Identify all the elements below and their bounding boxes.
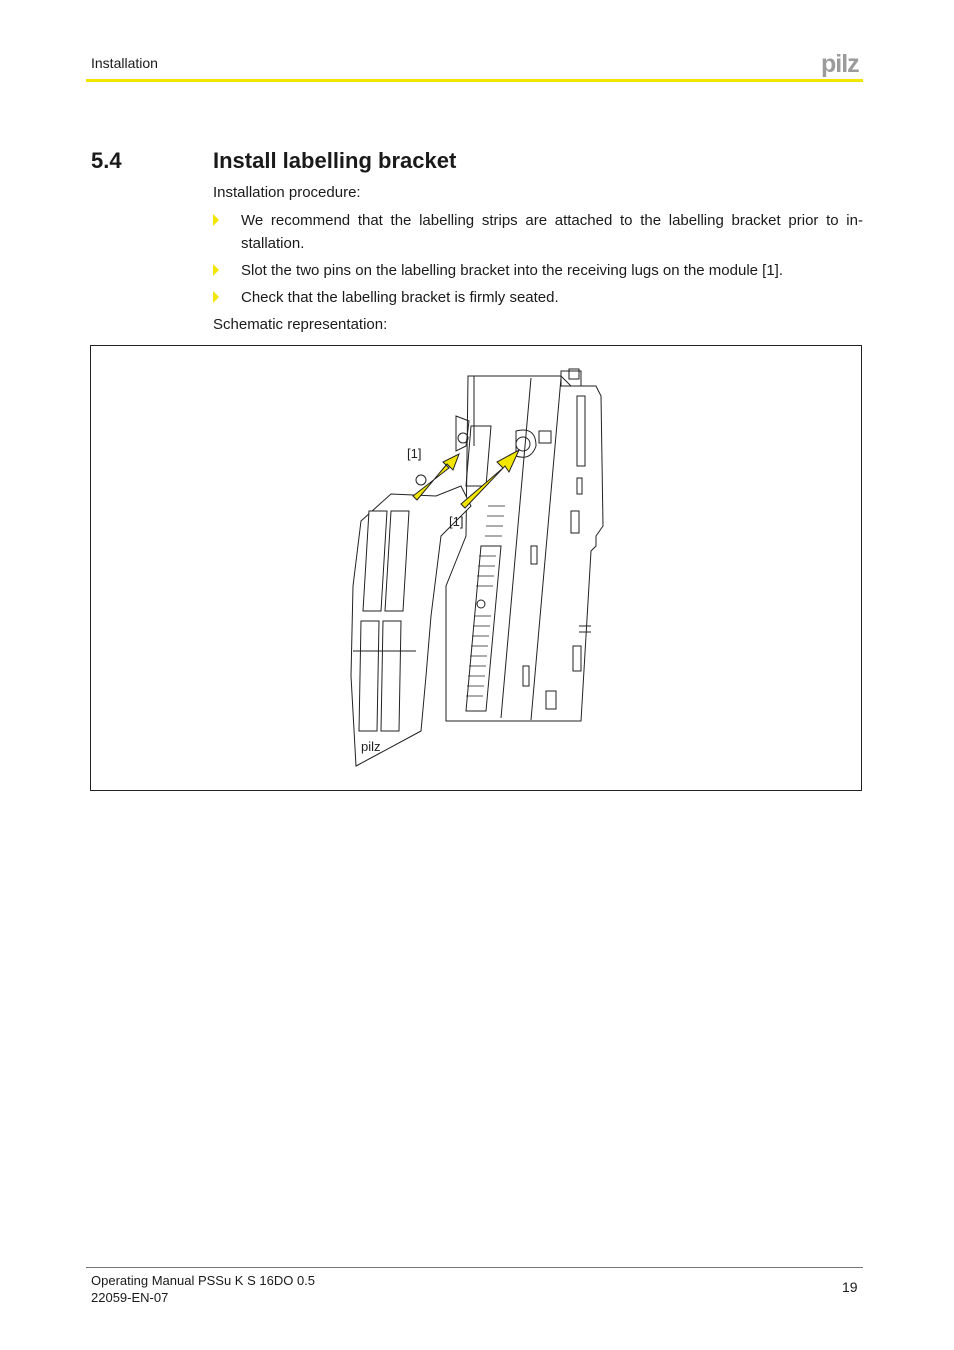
io-module-drawing	[446, 369, 603, 721]
page-number: 19	[842, 1279, 858, 1295]
bracket-logo-text: pilz	[361, 739, 381, 754]
section-number: 5.4	[91, 148, 122, 173]
intro-text: Installation procedure:	[213, 184, 361, 201]
callout-label-right: [1]	[449, 514, 464, 529]
schematic-caption: Schematic representation:	[213, 316, 388, 333]
instruction-step-text: Slot the two pins on the labelling bracket into the receiving lugs on the module [1].	[241, 262, 783, 279]
bullet-arrow-icon	[213, 291, 219, 303]
arrow-right-icon	[461, 450, 519, 508]
header-section-title: Installation	[91, 55, 158, 71]
terminal-slots-drawing	[466, 506, 505, 696]
pilz-logo: pilz	[821, 50, 859, 78]
instruction-step	[213, 259, 863, 282]
instruction-step	[213, 286, 863, 309]
instruction-step-text: We recommend that the labelling strips are attached to the labelling bracket prior to installation.	[241, 212, 863, 252]
instruction-step-text: Check that the labelling bracket is firmly seated.	[241, 289, 559, 306]
header-rule	[86, 79, 863, 82]
footer-doc-id: 22059-EN-07	[91, 1290, 169, 1305]
callout-label-left: [1]	[407, 446, 422, 461]
instruction-step	[213, 209, 863, 255]
section-title: Install labelling bracket	[213, 148, 457, 173]
footer-rule	[86, 1267, 863, 1268]
bullet-arrow-icon	[213, 264, 219, 276]
bullet-arrow-icon	[213, 214, 219, 226]
instruction-list	[213, 209, 863, 313]
schematic-figure	[90, 345, 862, 791]
bracket-installation-drawing	[91, 346, 863, 792]
footer-manual-title: Operating Manual PSSu K S 16DO 0.5	[91, 1273, 316, 1288]
